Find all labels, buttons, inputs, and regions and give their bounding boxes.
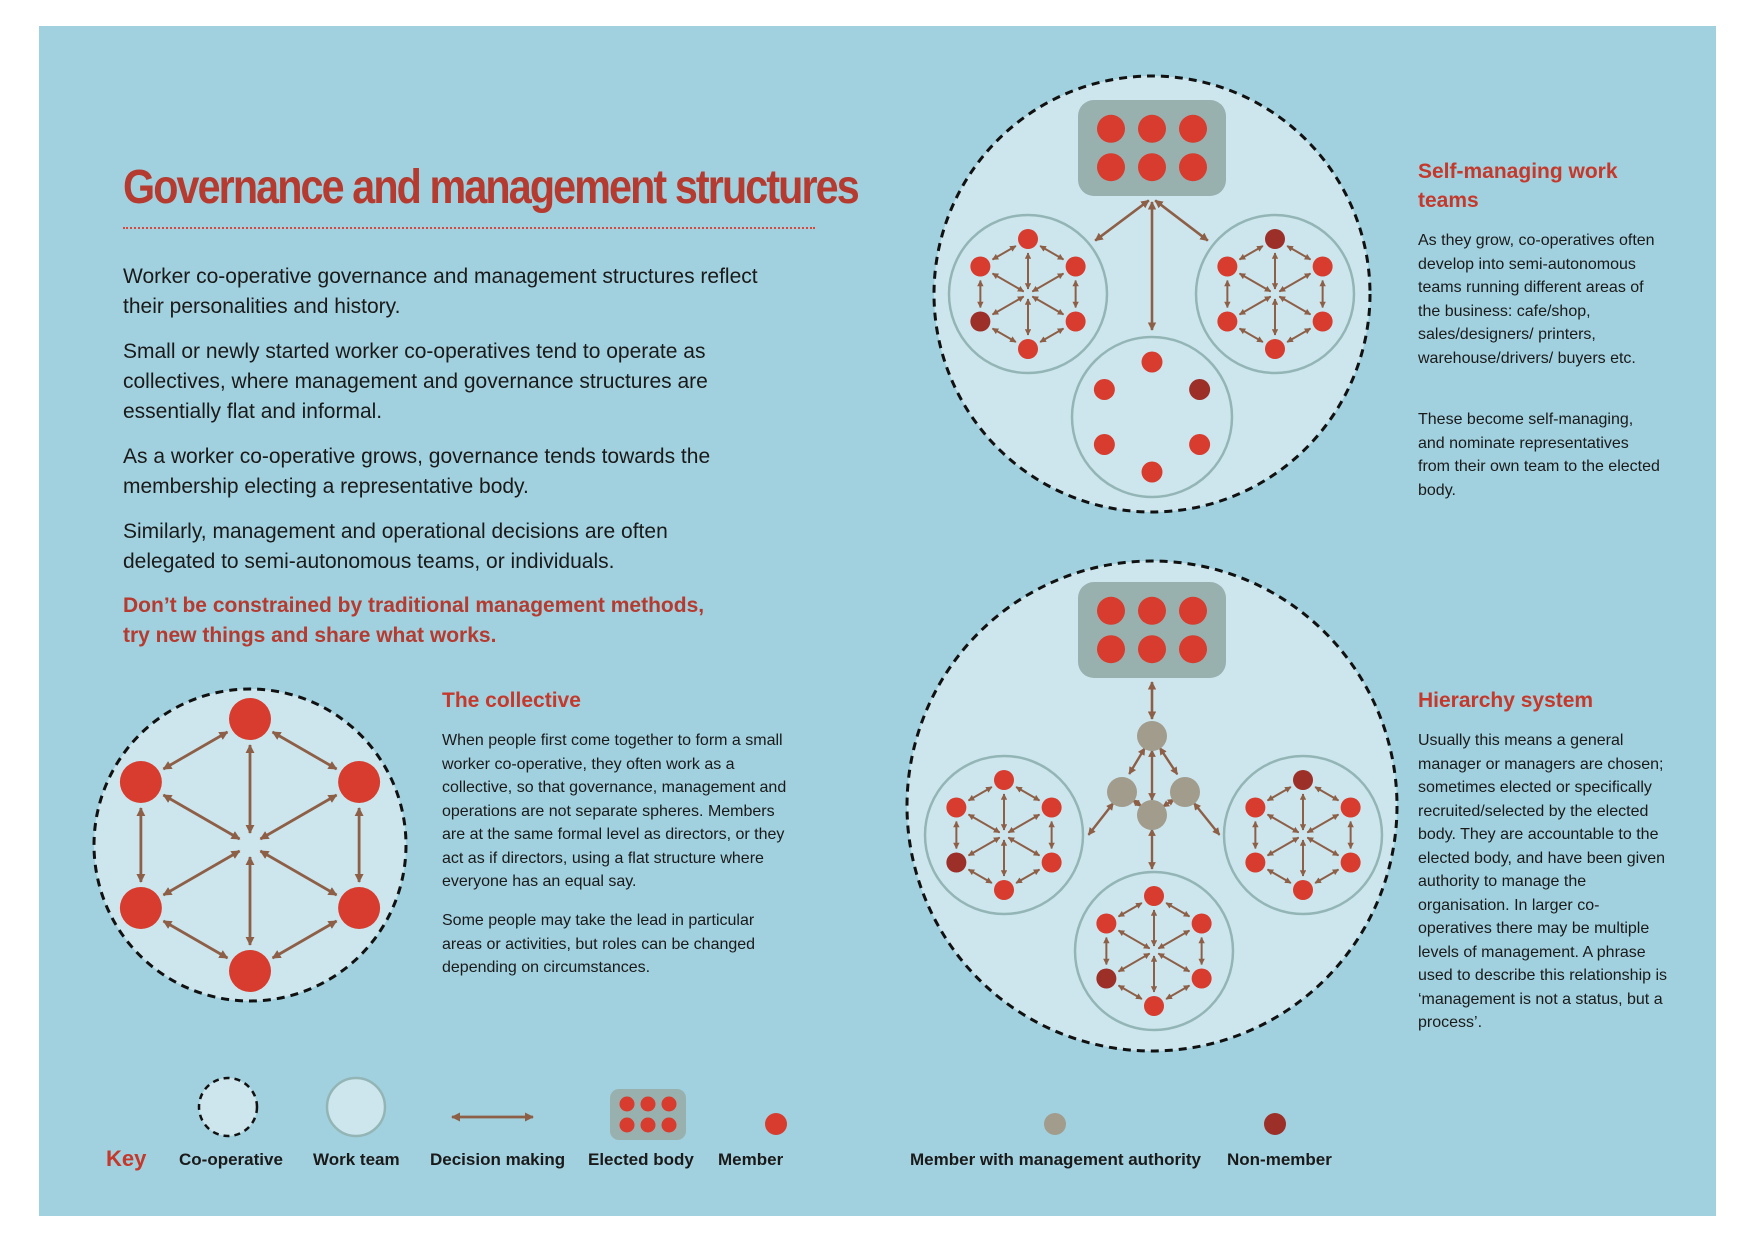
- elected-member-dot: [1179, 635, 1207, 663]
- key-label-work-team: Work team: [313, 1150, 400, 1169]
- member-dot: [229, 950, 271, 992]
- hierarchy-heading: Hierarchy system: [1418, 689, 1594, 712]
- elected-member-dot: [1097, 115, 1125, 143]
- manager-dot-icon: [1044, 1113, 1066, 1135]
- hierarchy-diagram: [907, 561, 1397, 1051]
- member-dot: [1066, 257, 1086, 277]
- member-dot: [1094, 379, 1115, 400]
- intro-paragraph-4: Similarly, management and operational decisions are often delegated to semi-autonomous teams, or individuals.: [123, 520, 668, 573]
- key-label-co-operative: Co-operative: [179, 1150, 283, 1169]
- member-dot-icon: [765, 1113, 787, 1135]
- member-dot: [1192, 914, 1212, 934]
- member-dot: [994, 880, 1014, 900]
- manager-dot: [1137, 721, 1167, 751]
- elected-body-icon-dot: [641, 1118, 656, 1133]
- member-dot: [120, 761, 162, 803]
- elected-member-dot: [1179, 597, 1207, 625]
- member-dot: [1042, 798, 1062, 818]
- key-label-non-member: Non-member: [1227, 1150, 1332, 1169]
- member-dot: [1042, 853, 1062, 873]
- member-dot: [1142, 352, 1163, 373]
- non-member-dot: [1293, 770, 1313, 790]
- elected-body-icon-dot: [662, 1118, 677, 1133]
- collective-paragraph-2: Some people may take the lead in particular areas or activities, but roles can be changed depending on circumstances.: [442, 912, 756, 976]
- collective-diagram: [94, 689, 406, 1001]
- elected-member-dot: [1138, 635, 1166, 663]
- member-dot: [1066, 312, 1086, 332]
- member-dot: [1189, 434, 1210, 455]
- elected-body-box: [1078, 582, 1226, 678]
- member-dot: [1142, 462, 1163, 483]
- member-dot: [1341, 798, 1361, 818]
- member-dot: [1313, 312, 1333, 332]
- elected-member-dot: [1138, 115, 1166, 143]
- member-dot: [338, 887, 380, 929]
- non-member-dot: [970, 312, 990, 332]
- elected-member-dot: [1097, 635, 1125, 663]
- member-dot: [1144, 996, 1164, 1016]
- page-title: Governance and management structures: [123, 161, 858, 214]
- manager-dot: [1107, 777, 1137, 807]
- member-dot: [120, 887, 162, 929]
- member-dot: [1144, 886, 1164, 906]
- callout-text: Don’t be constrained by traditional management methods, try new things and share what works.: [123, 594, 705, 647]
- member-dot: [1192, 969, 1212, 989]
- member-dot: [970, 257, 990, 277]
- elected-member-dot: [1179, 153, 1207, 181]
- member-dot: [994, 770, 1014, 790]
- key-label-decision-making: Decision making: [430, 1150, 566, 1169]
- member-dot: [1341, 853, 1361, 873]
- collective-paragraph-1: When people first come together to form a small worker co-operative, they often work as a collective, so that governance, management and operations are not separate spheres. Members are at the same formal level as directors, or they act as if directors, using a flat structure where everyone has an equal say.: [442, 732, 787, 890]
- elected-member-dot: [1179, 115, 1207, 143]
- team-circle-icon: [327, 1078, 385, 1136]
- non-member-dot: [946, 853, 966, 873]
- member-dot: [229, 698, 271, 740]
- member-dot: [1217, 257, 1237, 277]
- member-dot: [338, 761, 380, 803]
- elected-body-icon-dot: [662, 1097, 677, 1112]
- hierarchy-paragraph: Usually this means a general manager or managers are chosen; sometimes elected or specifically recruited/selected by the elected body. They are accountable to the elected body, and have been given authority to manage the organisation. In larger co-operatives there may be multiple levels of management. A phrase used to describe this relationship is ‘management is not a status, but a process’.: [1418, 732, 1668, 1031]
- intro-paragraph-3: As a worker co-operative grows, governance tends towards the membership electing a representative body.: [123, 445, 711, 498]
- member-dot: [946, 798, 966, 818]
- elected-body-icon-dot: [620, 1097, 635, 1112]
- elected-body-icon: [610, 1089, 686, 1140]
- elected-member-dot: [1138, 597, 1166, 625]
- member-dot: [1245, 853, 1265, 873]
- non-member-dot-icon: [1264, 1113, 1286, 1135]
- member-dot: [1018, 339, 1038, 359]
- key-title: Key: [106, 1146, 147, 1171]
- self-managing-paragraph-2: These become self-managing, and nominate representatives from their own team to the elected body.: [1418, 411, 1660, 499]
- elected-body-box: [1078, 100, 1226, 196]
- member-dot: [1096, 914, 1116, 934]
- key-label-elected-body: Elected body: [588, 1150, 694, 1169]
- member-dot: [1217, 312, 1237, 332]
- self-managing-diagram: [934, 76, 1370, 512]
- key-label-member: Member: [718, 1150, 784, 1169]
- self-managing-heading: Self-managing work teams: [1418, 160, 1618, 212]
- key-icons: [199, 1078, 1286, 1140]
- self-managing-paragraph-1: As they grow, co-operatives often develop into semi-autonomous teams running different areas of the business: cafe/shop, sales/designers/ printers, warehouse/drivers/ buyers etc.: [1418, 232, 1655, 367]
- manager-dot: [1137, 800, 1167, 830]
- key-label-manager: Member with management authority: [910, 1150, 1201, 1169]
- non-member-dot: [1265, 229, 1285, 249]
- elected-body-icon-dot: [641, 1097, 656, 1112]
- non-member-dot: [1096, 969, 1116, 989]
- member-dot: [1313, 257, 1333, 277]
- dashed-circle-icon: [199, 1078, 257, 1136]
- elected-member-dot: [1097, 597, 1125, 625]
- member-dot: [1293, 880, 1313, 900]
- non-member-dot: [1189, 379, 1210, 400]
- member-dot: [1245, 798, 1265, 818]
- elected-body-icon-dot: [620, 1118, 635, 1133]
- collective-heading: The collective: [442, 689, 581, 712]
- intro-paragraph-1: Worker co-operative governance and management structures reflect their personalities and history.: [123, 265, 758, 318]
- member-dot: [1265, 339, 1285, 359]
- member-dot: [1094, 434, 1115, 455]
- manager-dot: [1170, 777, 1200, 807]
- elected-member-dot: [1097, 153, 1125, 181]
- elected-member-dot: [1138, 153, 1166, 181]
- intro-paragraph-2: Small or newly started worker co-operatives tend to operate as collectives, where management and governance structures are essentially flat and informal.: [123, 340, 708, 423]
- member-dot: [1018, 229, 1038, 249]
